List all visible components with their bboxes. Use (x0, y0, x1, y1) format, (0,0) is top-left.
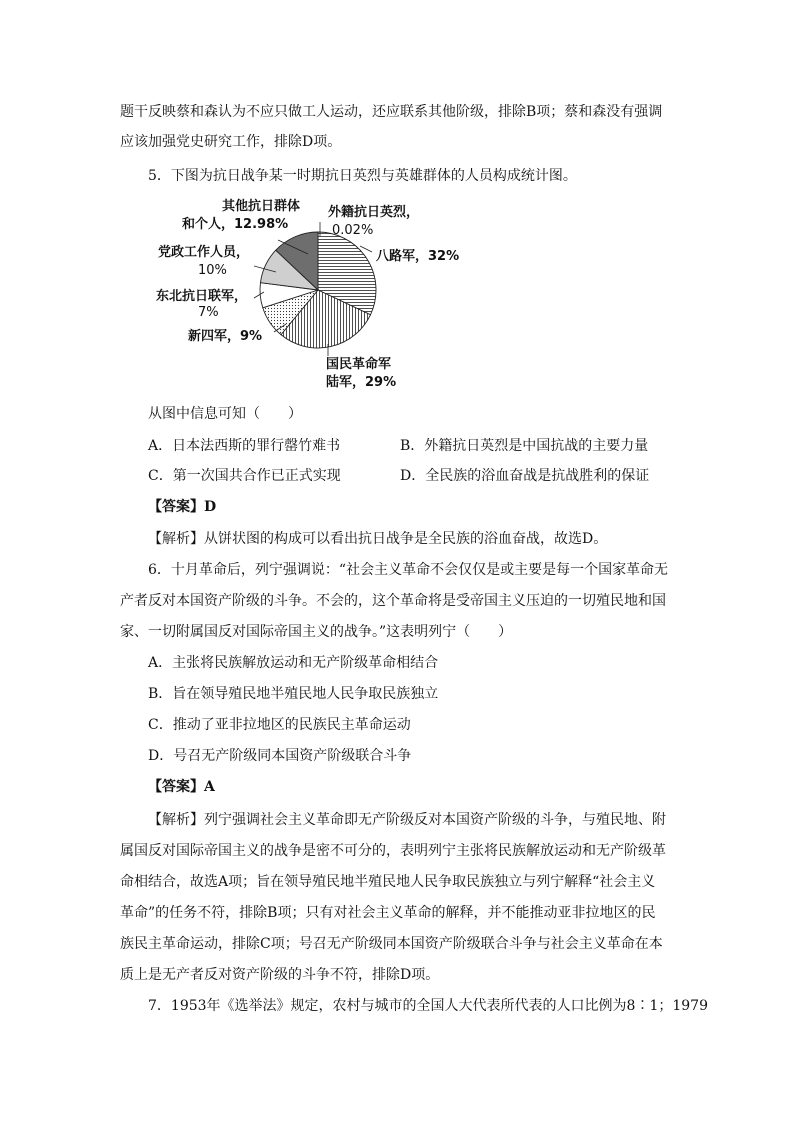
text-line: 质上是无产者反对资产阶级的斗争不符，排除D项。 (120, 967, 440, 983)
pie-label: 0.02% (332, 223, 374, 238)
text-line: 题干反映蔡和森认为不应只做工人运动，还应联系其他阶级，排除B项；蔡和森没有强调 (120, 104, 663, 120)
pie-label: 和个人，12.98% (182, 217, 289, 232)
leader-line (360, 246, 372, 252)
pie-label: 新四军，9% (188, 329, 263, 344)
analysis-5: 【解析】从饼状图的构成可以看出抗日战争是全民族的浴血奋战，故选D。 (148, 531, 608, 547)
option-c: C．第一次国共合作已正式实现 (148, 468, 341, 484)
option-d: D．全民族的浴血奋战是抗战胜利的保证 (400, 468, 650, 484)
pie-label: 7% (198, 305, 219, 320)
text-line: 命相结合，故选A项；旨在领导殖民地半殖民地人民争取民族独立与列宁解释“社会主义 (120, 874, 656, 890)
text-line: 属国反对国际帝国主义的战争是密不可分的，表明列宁主张将民族解放运动和无产阶级革 (120, 843, 666, 859)
analysis-6: 【解析】列宁强调社会主义革命即无产阶级反对本国资产阶级的斗争，与殖民地、附 (148, 812, 666, 828)
question-7-stem: 7．1953年《选举法》规定，农村与城市的全国人大代表所代表的人口比例为8∶1；1979 (148, 998, 708, 1014)
answer-6: 【答案】A (148, 779, 215, 795)
question-6-stem: 6．十月革命后，列宁强调说：“社会主义革命不会仅仅是或主要是每一个国家革命无 (148, 562, 669, 578)
answer-5: 【答案】D (148, 499, 217, 515)
question-5-prompt: 从图中信息可知（ ） (148, 406, 302, 422)
pie-label: 东北抗日联军， (156, 289, 248, 304)
pie-label: 八路军，32% (376, 249, 460, 264)
text-line: 革命”的任务不符，排除B项；只有对社会主义革命的解释，并不能推动亚非拉地区的民 (120, 905, 656, 921)
pie-label: 其他抗日群体 (222, 199, 301, 214)
option-d: D．号召无产阶级同本国资产阶级联合斗争 (148, 748, 412, 764)
pie-label: 国民革命军 (326, 357, 392, 372)
pie-label: 陆军，29% (326, 375, 397, 390)
text-line: 产者反对本国资产阶级的斗争。不会的，这个革命将是受帝国主义压迫的一切殖民地和国 (120, 593, 666, 609)
pie-label: 10% (198, 263, 227, 278)
pie-chart (150, 196, 490, 396)
pie-label: 外籍抗日英烈， (328, 205, 420, 220)
pie-label: 党政工作人员， (158, 245, 250, 260)
option-a: A．主张将民族解放运动和无产阶级革命相结合 (148, 655, 439, 671)
text-line: 应该加强党史研究工作，排除D项。 (120, 134, 342, 150)
question-5-stem: 5．下图为抗日战争某一时期抗日英烈与英雄群体的人员构成统计图。 (148, 168, 577, 184)
text-line: 家、一切附属国反对国际帝国主义的战争。”这表明列宁（ ） (120, 624, 513, 640)
option-c: C．推动了亚非拉地区的民族民主革命运动 (148, 717, 411, 733)
option-b: B．旨在领导殖民地半殖民地人民争取民族独立 (148, 686, 439, 702)
option-a: A．日本法西斯的罪行罄竹难书 (148, 438, 341, 454)
text-line: 族民主革命运动，排除C项；号召无产阶级同本国资产阶级联合斗争与社会主义革命在本 (120, 936, 663, 952)
option-b: B．外籍抗日英烈是中国抗战的主要力量 (400, 438, 649, 454)
